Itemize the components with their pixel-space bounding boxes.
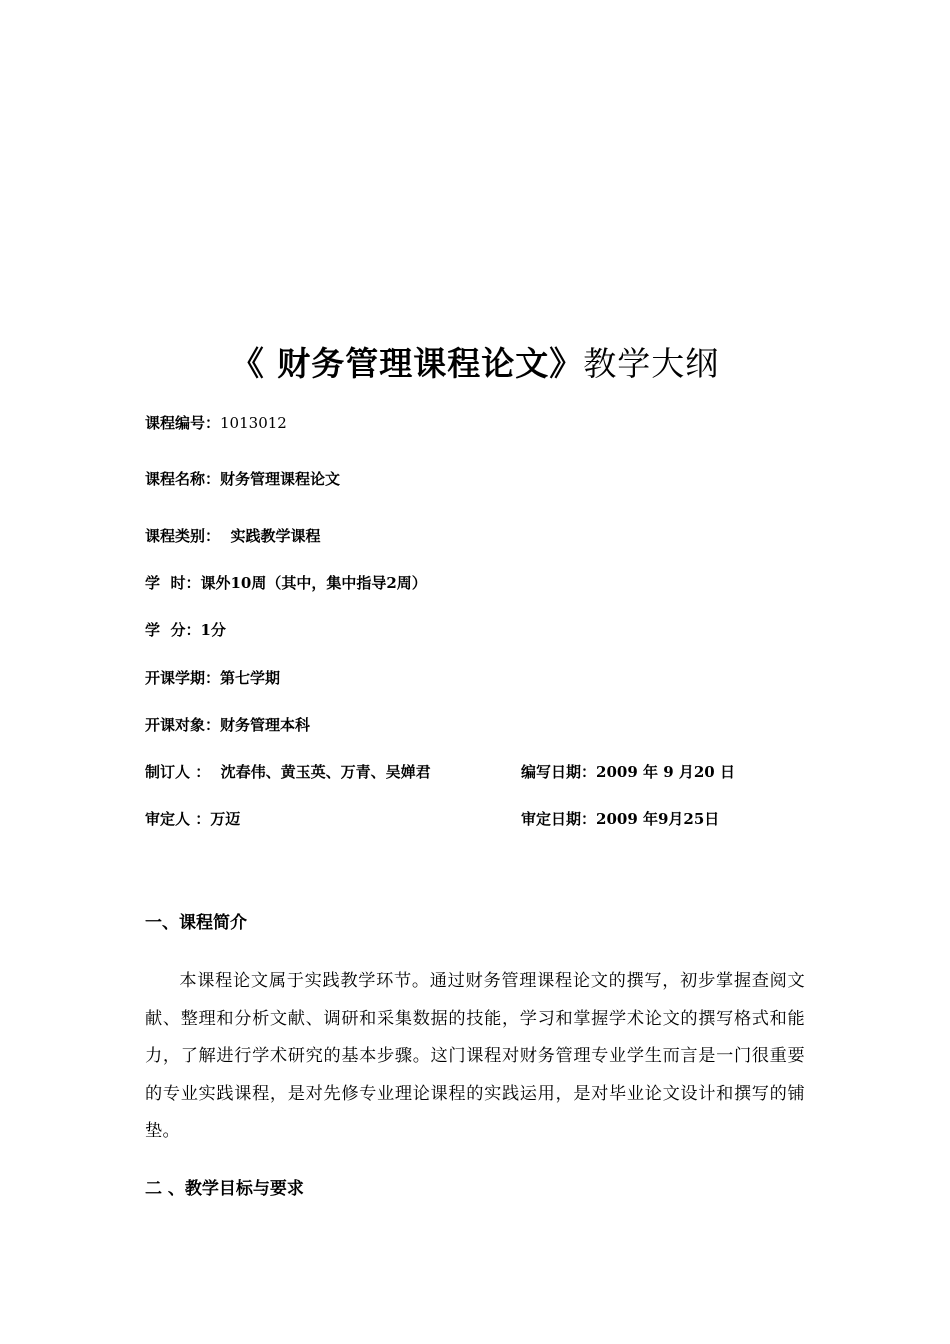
- intro-paragraph: 本课程论文属于实践教学环节。通过财务管理课程论文的撰写，初步掌握查阅文献、整理和分析文献、调研和采集数据的技能，学习和掌握学术论文的撰写格式和能力，了解进行学术研究的基本步骤。这门课程对财务管理专业学生而言是一门很重要的专业实践课程，是对先修专业理论课程的实践运用，是对毕业论文设计和撰写的铺垫。: [145, 971, 805, 1141]
- field-course-code: [145, 412, 287, 434]
- field-written-date: [521, 761, 735, 783]
- reviewer-label: 审定人 ：: [145, 810, 211, 828]
- audience-value: 财务管理本科: [220, 716, 311, 734]
- review-date-value: 2009 年9月25日: [596, 810, 720, 828]
- course-type-value: 实践教学课程: [220, 527, 321, 545]
- title-course-name: 财务管理课程论文: [264, 344, 550, 383]
- hours-label: 学 时：: [145, 574, 201, 592]
- hours-value: 课外10周（其中，集中指导2周）: [200, 574, 427, 592]
- written-date-value: 2009 年 9 月20 日: [596, 763, 735, 781]
- field-course-type: [145, 525, 320, 547]
- course-code-value: 1013012: [220, 414, 287, 432]
- field-audience: [145, 714, 310, 736]
- course-type-label: 课程类别：: [145, 527, 221, 545]
- field-course-name: [145, 468, 340, 490]
- course-name-value: 财务管理课程论文: [220, 470, 341, 488]
- authors-label: 制订人 ：: [145, 763, 211, 781]
- authors-value: 沈春伟、黄玉英、万青、吴婵君: [210, 763, 431, 781]
- field-authors: [145, 761, 431, 783]
- reviewer-value: 万迈: [210, 810, 241, 828]
- section-heading-intro: 一、课程简介: [145, 913, 247, 933]
- audience-label: 开课对象：: [145, 716, 221, 734]
- credits-label: 学 分：: [145, 621, 201, 639]
- section-heading-goals: 二 、教学目标与要求: [145, 1179, 304, 1199]
- title-suffix: 教学大纲: [583, 344, 720, 383]
- review-date-label: 审定日期：: [521, 810, 597, 828]
- title-open-mark: 《: [230, 344, 265, 383]
- field-semester: [145, 667, 280, 689]
- semester-value: 第七学期: [220, 669, 281, 687]
- course-name-label: 课程名称：: [145, 470, 221, 488]
- title-close-mark: 》: [549, 344, 584, 383]
- course-code-label: 课程编号：: [145, 414, 221, 432]
- field-credits: [145, 619, 226, 641]
- field-reviewer: [145, 808, 240, 830]
- document-title: [0, 340, 950, 388]
- field-hours: [145, 572, 427, 594]
- field-review-date: [521, 808, 719, 830]
- semester-label: 开课学期：: [145, 669, 221, 687]
- written-date-label: 编写日期：: [521, 763, 597, 781]
- credits-value: 1分: [200, 621, 226, 639]
